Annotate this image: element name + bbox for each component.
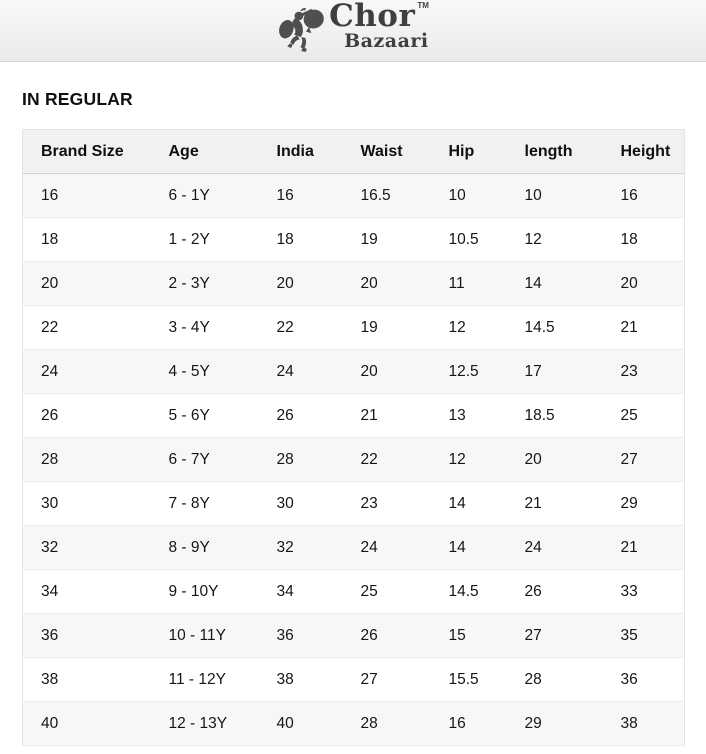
cell: 36 [276,626,294,644]
cell: 30 [41,494,59,512]
cell: 12 [448,450,466,468]
cell: 32 [276,538,294,556]
cell: 28 [524,670,542,688]
cell: 12 [448,318,466,336]
cell: 18 [620,230,638,248]
cell: 20 [360,274,378,292]
cell: 5 - 6Y [168,406,210,424]
cell: 18.5 [524,406,555,424]
cell: 12 - 13Y [168,714,228,732]
size-chart-body [23,174,685,746]
cell: 22 [276,318,294,336]
cell: 7 - 8Y [168,494,210,512]
table-row [23,262,685,306]
cell: 38 [41,670,59,688]
cell: 36 [41,626,59,644]
cell: 20 [276,274,294,292]
cell: 16 [620,186,638,204]
cell: 9 - 10Y [168,582,219,600]
cell: 15 [448,626,466,644]
cell: 38 [620,714,638,732]
cell: 24 [41,362,59,380]
cell: 27 [524,626,542,644]
cell: 17 [524,362,542,380]
brand-name-secondary: Bazaari [344,30,429,52]
cell: 26 [41,406,59,424]
size-chart-section [0,89,706,746]
cell: 23 [620,362,638,380]
column-header-age: Age [151,130,259,174]
brand-logo-text [329,1,429,51]
cell: 16 [41,186,59,204]
cell: 14 [524,274,542,292]
cell: 23 [360,494,378,512]
cell: 40 [276,714,294,732]
cell: 3 - 4Y [168,318,210,336]
cell: 21 [360,406,378,424]
cell: 24 [276,362,294,380]
column-header-height: Height [603,130,685,174]
cell: 24 [524,538,542,556]
cell: 34 [276,582,294,600]
table-row [23,614,685,658]
cell: 40 [41,714,59,732]
column-header-brand-size: Brand Size [23,130,151,174]
cell: 34 [41,582,59,600]
cell: 32 [41,538,59,556]
cell: 27 [620,450,638,468]
cell: 12 [524,230,542,248]
cell: 6 - 1Y [168,186,210,204]
cell: 11 [448,274,465,292]
cell: 10 [524,186,542,204]
cell: 22 [360,450,378,468]
cell: 16 [448,714,466,732]
cell: 10 [448,186,466,204]
cell: 29 [620,494,638,512]
table-row [23,570,685,614]
cell: 19 [360,230,378,248]
table-row [23,350,685,394]
cell: 10.5 [448,230,479,248]
cell: 22 [41,318,59,336]
cell: 25 [620,406,638,424]
cell: 28 [276,450,294,468]
cell: 14.5 [524,318,555,336]
cell: 14 [448,538,466,556]
section-title: IN REGULAR [22,89,133,109]
cell: 8 - 9Y [168,538,210,556]
thief-carrying-sacks-icon [277,5,327,60]
table-row [23,658,685,702]
table-row [23,482,685,526]
cell: 20 [620,274,638,292]
cell: 18 [276,230,294,248]
cell: 28 [41,450,59,468]
brand-banner [0,0,706,62]
table-row [23,438,685,482]
cell: 30 [276,494,294,512]
cell: 21 [620,538,638,556]
column-header-india: India [259,130,343,174]
cell: 20 [524,450,542,468]
table-row [23,394,685,438]
cell: 28 [360,714,378,732]
trademark-symbol: TM [417,1,429,10]
cell: 14 [448,494,466,512]
table-row [23,702,685,746]
cell: 2 - 3Y [168,274,210,292]
cell: 26 [276,406,294,424]
table-row [23,218,685,262]
cell: 19 [360,318,378,336]
cell: 15.5 [448,670,479,688]
cell: 27 [360,670,378,688]
cell: 16.5 [360,186,391,204]
header-row [23,130,685,174]
cell: 12.5 [448,362,479,380]
cell: 35 [620,626,638,644]
cell: 21 [524,494,542,512]
cell: 24 [360,538,378,556]
column-header-hip: Hip [431,130,507,174]
brand-name-primary: Chor [329,0,416,34]
cell: 21 [620,318,638,336]
cell: 20 [41,274,59,292]
cell: 11 - 12Y [168,670,226,688]
column-header-waist: Waist [343,130,431,174]
cell: 36 [620,670,638,688]
brand-logo [277,1,429,60]
cell: 25 [360,582,378,600]
column-header-length: length [507,130,603,174]
cell: 20 [360,362,378,380]
cell: 6 - 7Y [168,450,210,468]
cell: 33 [620,582,638,600]
cell: 26 [360,626,378,644]
table-row [23,306,685,350]
cell: 26 [524,582,542,600]
cell: 38 [276,670,294,688]
cell: 18 [41,230,59,248]
cell: 13 [448,406,466,424]
cell: 29 [524,714,542,732]
cell: 4 - 5Y [168,362,210,380]
size-chart-header [23,130,685,174]
cell: 1 - 2Y [168,230,210,248]
table-row [23,526,685,570]
cell: 14.5 [448,582,479,600]
table-row [23,174,685,218]
size-chart-table [22,129,685,746]
cell: 10 - 11Y [168,626,226,644]
cell: 16 [276,186,294,204]
